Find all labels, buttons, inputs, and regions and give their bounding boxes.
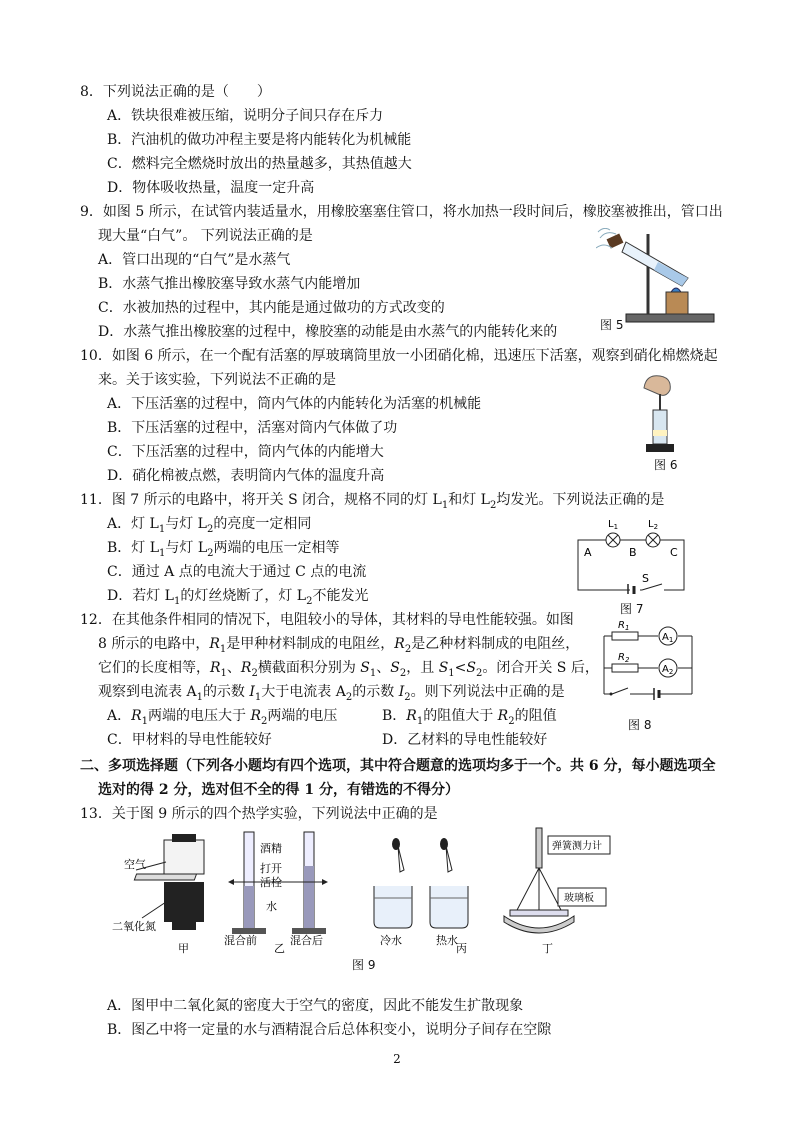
q12-line1: 12．在其他条件相同的情况下，电阻较小的导体，其材料的导电性能较强。如图 — [80, 612, 574, 628]
q10-option-a: A．下压活塞的过程中，筒内气体的内能转化为活塞的机械能 — [107, 396, 482, 412]
fig9-label-alcohol: 酒精 — [260, 842, 282, 855]
figure-9-caption: 图 9 — [352, 958, 376, 972]
figure-5-caption: 图 5 — [600, 318, 624, 332]
fig9-label-after: 混合后 — [290, 934, 323, 947]
q10-stem-line2: 来。关于该实验，下列说法不正确的是 — [98, 372, 336, 388]
fig9-label-jia: 甲 — [178, 942, 189, 954]
fig9-experiment-ding — [504, 828, 610, 954]
q11-option-c: C．通过 A 点的电流大于通过 C 点的电流 — [107, 564, 367, 580]
fig9-label-bing: 丙 — [456, 942, 467, 954]
q8-option-d: D．物体吸收热量，温度一定升高 — [107, 180, 315, 196]
fig7-point-a: A — [584, 546, 592, 559]
q9-option-b: B．水蒸气推出橡胶塞导致水蒸气内能增加 — [98, 276, 361, 292]
q12-option-a: A．$R_1$两端的电压大于 $R_2$两端的电压 — [107, 708, 338, 727]
q11-option-a: A．灯 $L_1$与灯 $L_2$的亮度一定相同 — [107, 516, 312, 535]
figure-9-four-experiments — [112, 826, 612, 954]
fig9-label-cold: 冷水 — [380, 934, 402, 947]
fig9-label-no2: 二氧化氮 — [112, 920, 156, 933]
q13-option-a: A．图甲中二氧化氮的密度大于空气的密度，因此不能发生扩散现象 — [107, 998, 524, 1014]
figure-8-caption: 图 8 — [628, 718, 652, 732]
q10-stem-line1: 10．如图 6 所示，在一个配有活塞的厚玻璃筒里放一小团硝化棉，迅速压下活塞，观察到硝化棉燃烧起 — [80, 348, 718, 364]
figure-7-caption: 图 7 — [620, 602, 644, 616]
fig7-point-c: C — [670, 546, 678, 559]
fig8-label-r1: $R_1$ — [618, 620, 630, 632]
q8-option-c: C．燃料完全燃烧时放出的热量越多，其热值越大 — [107, 156, 412, 172]
q11-stem: 11．图 7 所示的电路中，将开关 S 闭合，规格不同的灯 $L_1$和灯 $L_2$均发光。下列说法正确的是 — [80, 492, 665, 511]
fig7-label-l1: $L_1$ — [608, 519, 619, 531]
fig9-label-yi: 乙 — [274, 942, 285, 954]
q9-option-d: D．水蒸气推出橡胶塞的过程中，橡胶塞的动能是由水蒸气的内能转化来的 — [98, 324, 558, 340]
section2-title-line2: 选对的得 2 分，选对但不全的得 1 分，有错选的不得分） — [98, 782, 459, 798]
fig9-label-spring: 弹簧测力计 — [552, 841, 602, 852]
fig9-label-hot: 热水 — [436, 934, 458, 947]
q9-option-c: C．水被加热的过程中，其内能是通过做功的方式改变的 — [98, 300, 445, 316]
q13-stem: 13．关于图 9 所示的四个热学实验，下列说法中正确的是 — [80, 806, 438, 822]
figure-8-parallel-circuit — [596, 616, 696, 712]
q10-option-c: C．下压活塞的过程中，筒内气体的内能增大 — [107, 444, 384, 460]
fig9-label-glass: 玻璃板 — [564, 893, 594, 904]
q11-option-b: B．灯 $L_1$与灯 $L_2$两端的电压一定相等 — [107, 540, 340, 559]
q12-line3: 它们的长度相等，$R_1$、$R_2$横截面积分别为 $S_1$、$S_2$，且 $S_1<S_2$。闭合开关 S 后， — [98, 660, 599, 679]
figure-7-series-circuit — [570, 516, 690, 594]
fig9-experiment-bing — [374, 838, 468, 954]
figure-5-test-tube-heating — [596, 228, 716, 328]
fig9-experiment-yi — [224, 832, 328, 954]
fig9-label-ding: 丁 — [542, 942, 553, 954]
q9-stem-line1: 9．如图 5 所示，在试管内装适量水，用橡胶塞塞住管口，将水加热一段时间后，橡胶塞被推出，管口出 — [80, 204, 723, 220]
page-number: 2 — [393, 1052, 401, 1066]
q8-option-a: A．铁块很难被压缩，说明分子间只存在斥力 — [107, 108, 384, 124]
fig9-experiment-jia — [112, 834, 204, 954]
q9-stem-line2: 现大量“白气”。 下列说法正确的是 — [98, 228, 313, 244]
fig7-switch-label: S — [642, 572, 649, 585]
figure-6-piston-cylinder — [636, 370, 686, 456]
fig8-ammeter-a2: $A_2$ — [662, 664, 674, 676]
fig9-label-water: 水 — [266, 900, 277, 913]
fig7-point-b: B — [629, 546, 637, 559]
q13-option-b: B．图乙中将一定量的水与酒精混合后总体积变小，说明分子间存在空隙 — [107, 1022, 552, 1038]
fig7-label-l2: $L_2$ — [648, 519, 659, 531]
q9-option-a: A．管口出现的“白气”是水蒸气 — [98, 252, 291, 268]
section2-title-line1: 二、多项选择题（下列各小题均有四个选项，其中符合题意的选项均多于一个。共 6 分，每小题选项全 — [80, 758, 716, 774]
q12-option-c: C．甲材料的导电性能较好 — [107, 732, 272, 748]
q12-option-d: D．乙材料的导电性能较好 — [382, 732, 548, 748]
fig9-label-air: 空气 — [124, 858, 146, 871]
q8-option-b: B．汽油机的做功冲程主要是将内能转化为机械能 — [107, 132, 412, 148]
fig8-label-r2: $R_2$ — [618, 652, 630, 664]
q8-stem: 8．下列说法正确的是（ ） — [80, 84, 271, 100]
fig9-label-before: 混合前 — [224, 934, 257, 947]
q12-line4: 观察到电流表 $A_1$的示数 $I_1$大于电流表 $A_2$的示数 $I_2$。则下列说法中正确的是 — [98, 684, 565, 703]
fig9-label-piston: 活栓 — [260, 876, 282, 889]
q10-option-d: D．硝化棉被点燃，表明筒内气体的温度升高 — [107, 468, 385, 484]
fig8-ammeter-a1: $A_1$ — [662, 632, 674, 644]
figure-6-caption: 图 6 — [654, 458, 678, 472]
fig9-label-open: 打开 — [260, 862, 282, 875]
q12-line2: 8 所示的电路中，$R_1$是甲种材料制成的电阻丝，$R_2$是乙种材料制成的电阻丝， — [98, 636, 580, 655]
q11-option-d: D．若灯 $L_1$的灯丝烧断了，灯 $L_2$不能发光 — [107, 588, 369, 607]
q10-option-b: B．下压活塞的过程中，活塞对筒内气体做了功 — [107, 420, 398, 436]
q12-option-b: B．$R_1$的阻值大于 $R_2$的阻值 — [382, 708, 557, 727]
